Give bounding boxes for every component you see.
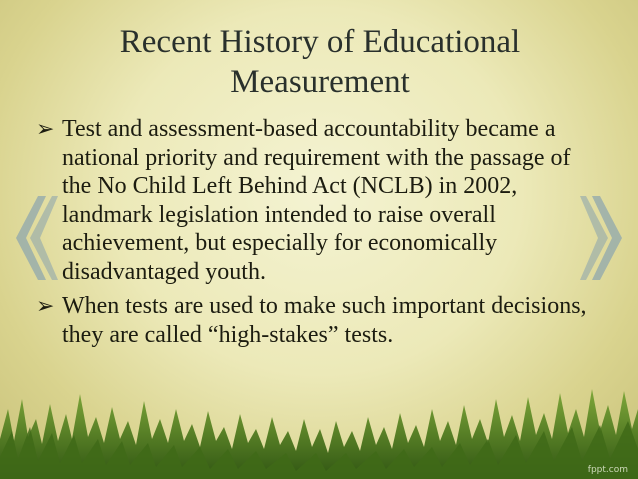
bullet-text: Test and assessment-based accountability became a national priority and requirement with the passage of the No Child Left Behind Act (NCLB) in 2002, landmark legislation intended to raise overall achievement, but especially for economically disadvantaged youth. xyxy=(62,116,571,285)
watermark: fppt.com xyxy=(587,465,628,475)
slide-title-line-2: Measurement xyxy=(230,64,410,100)
arrow-bullet-icon: ➢ xyxy=(36,116,55,141)
slide-title-line-1: Recent History of Educational xyxy=(119,24,521,60)
bullet-list xyxy=(36,115,596,355)
arrow-bullet-icon: ➢ xyxy=(36,293,55,318)
bullet-text: When tests are used to make such important decisions, they are called “high-stakes” tests. xyxy=(62,293,587,348)
grass-decor xyxy=(0,369,638,479)
bullet-item xyxy=(36,115,596,286)
bullet-item xyxy=(36,292,596,349)
slide-title xyxy=(60,22,580,102)
